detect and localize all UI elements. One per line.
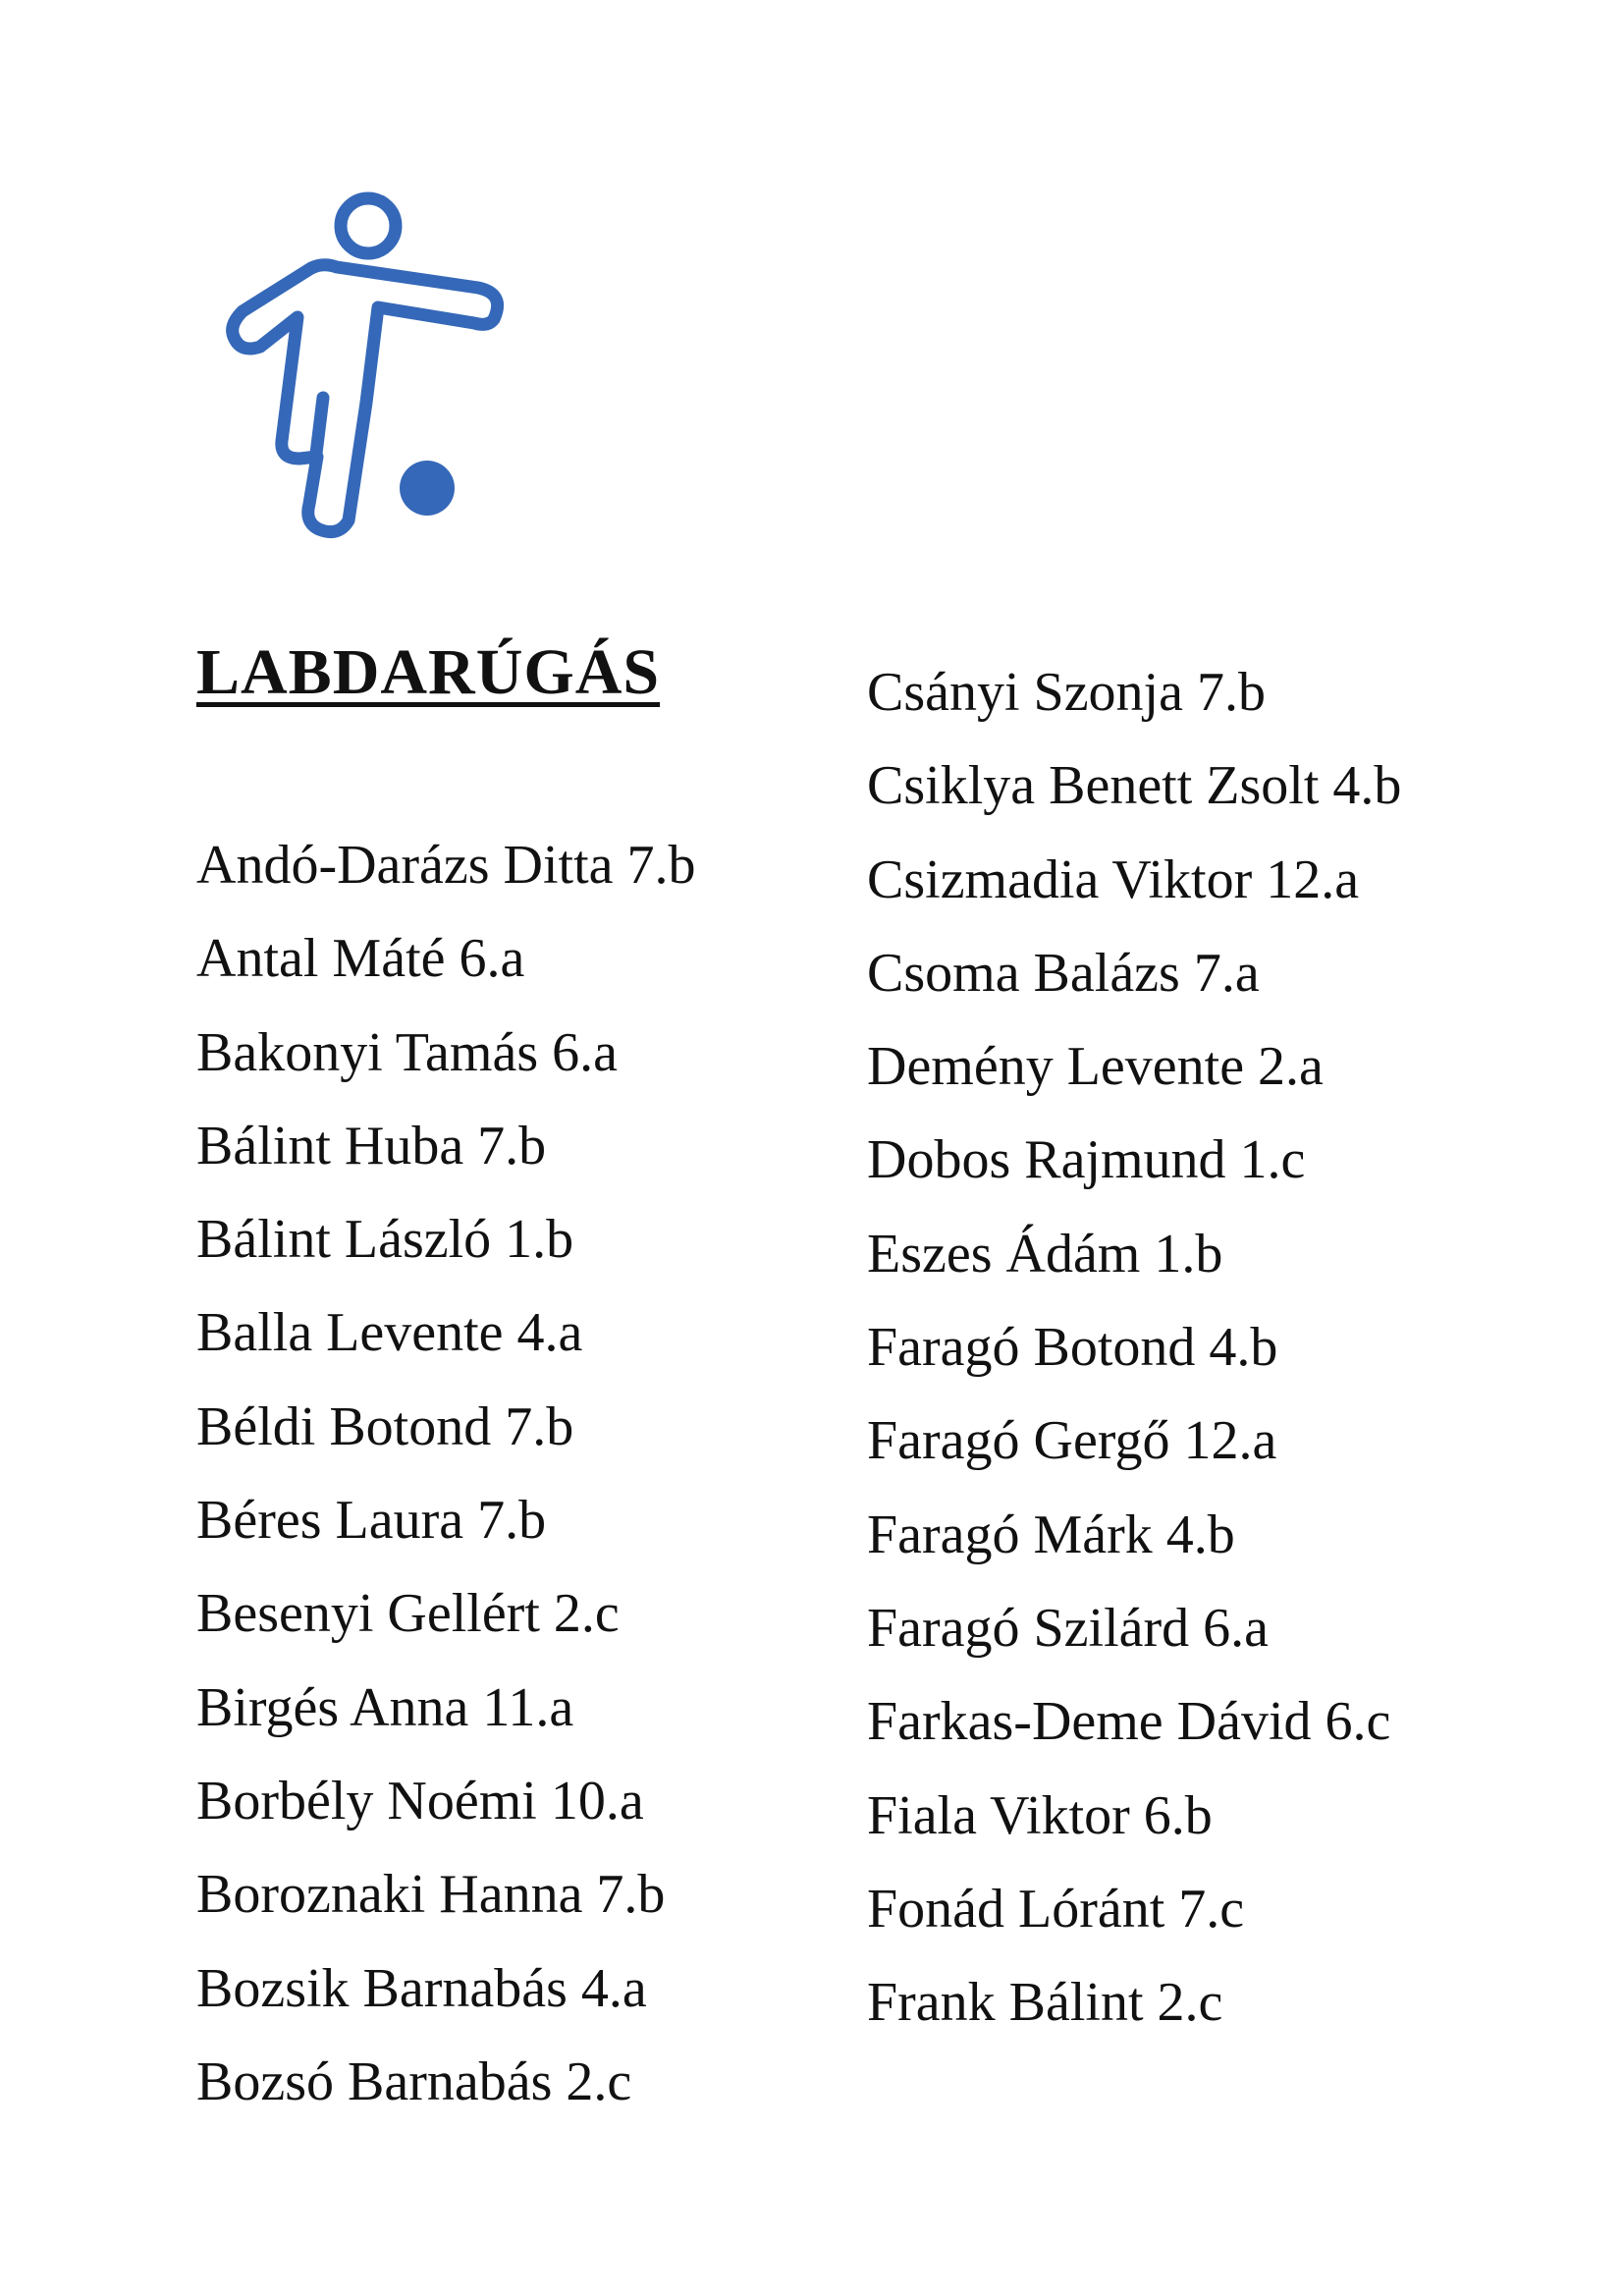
list-item: Faragó Botond 4.b [867,1317,1278,1379]
page-title: LABDARÚGÁS [196,636,661,708]
list-item: Andó-Darázs Ditta 7.b [196,835,696,896]
list-item: Birgés Anna 11.a [196,1676,574,1738]
list-item: Frank Bálint 2.c [867,1972,1223,2034]
list-item: Fonád Lóránt 7.c [867,1878,1245,1940]
soccer-player-icon [221,191,506,540]
list-item: Csiklya Benett Zsolt 4.b [867,755,1402,817]
list-item: Besenyi Gellért 2.c [196,1583,620,1645]
list-item: Eszes Ádám 1.b [867,1223,1223,1285]
name-list-right [867,660,1401,2063]
list-item: Farkas-Deme Dávid 6.c [867,1691,1391,1753]
list-item: Csányi Szonja 7.b [867,662,1266,723]
list-item: Borbély Noémi 10.a [196,1770,644,1831]
list-item: Csoma Balázs 7.a [867,942,1260,1004]
list-item: Faragó Gergő 12.a [867,1410,1277,1472]
list-item: Antal Máté 6.a [196,928,525,990]
list-item: Csizmadia Viktor 12.a [867,848,1360,910]
list-item: Bálint Huba 7.b [196,1115,547,1176]
list-item: Boroznaki Hanna 7.b [196,1864,666,1926]
list-item: Faragó Márk 4.b [867,1503,1235,1565]
list-item: Bozsik Barnabás 4.a [196,1957,647,2019]
list-item: Fiala Viktor 6.b [867,1784,1213,1846]
list-item: Faragó Szilárd 6.a [867,1597,1269,1659]
list-item: Demény Levente 2.a [867,1036,1324,1098]
list-item: Balla Levente 4.a [196,1302,583,1364]
list-item: Bálint László 1.b [196,1209,574,1271]
name-list-left [196,833,696,2143]
list-item: Dobos Rajmund 1.c [867,1129,1306,1191]
list-item: Bakonyi Tamás 6.a [196,1021,618,1083]
list-item: Béldi Botond 7.b [196,1395,574,1457]
list-item: Bozsó Barnabás 2.c [196,2050,632,2112]
list-item: Béres Laura 7.b [196,1490,547,1552]
